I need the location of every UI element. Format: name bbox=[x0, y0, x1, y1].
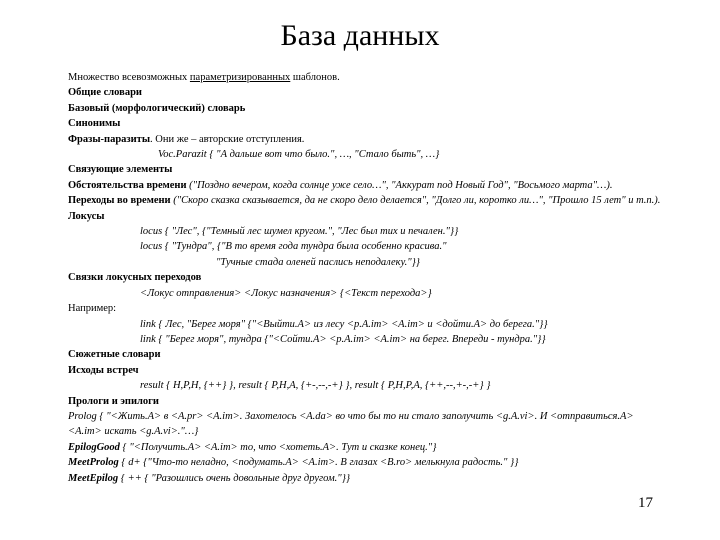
slide-content bbox=[68, 70, 668, 486]
heading-linking-elements: Связующие элементы bbox=[68, 164, 173, 176]
time-transitions-line: Переходы во времени ("Скоро сказка сказывается, да не скоро дело делается", "Долго ли, коротко ли…", "Прошло 15 лет" и т.п.). bbox=[68, 195, 661, 207]
code-locus-forest: locus { "Лес", {"Темный лес шумел кругом.", "Лес был тих и печален."}} bbox=[140, 226, 459, 238]
heading-locus-links: Связки локусных переходов bbox=[68, 272, 202, 284]
code-locus-tundra: locus { "Тундра", {"В то время года тундра была особенно красива." bbox=[140, 241, 447, 253]
code-meet-epilog: MeetEpilog { ++ { "Разошлись очень довольные друг другом."}} bbox=[68, 472, 351, 484]
heading-base-dictionary: Базовый (морфологический) словарь bbox=[68, 102, 246, 114]
heading-plot-dictionaries: Сюжетные словари bbox=[68, 349, 161, 361]
example-label: Например: bbox=[68, 303, 117, 315]
code-link-forest-shore: link { Лес, "Берег моря" {"<Выйти.A> из лесу <p.A.im> <A.im> и <дойти.A> до берега."}} bbox=[140, 318, 548, 330]
heading-general-dictionaries: Общие словари bbox=[68, 87, 142, 99]
intro-line: Множество всевозможных параметризированных шаблонов. bbox=[68, 72, 340, 83]
code-epilog-good: EpilogGood { "<Получить.A> <A.im> то, что <хотеть.A>. Тут и сказке конец."} bbox=[68, 441, 437, 453]
code-locus-tundra-cont: "Тучные стада оленей паслись неподалеку."}} bbox=[216, 256, 421, 268]
heading-meeting-outcomes: Исходы встреч bbox=[68, 364, 139, 376]
code-meet-prolog: MeetProlog { d+ {"Что-то неладно, <подумать.A> <A.im>. В глазах <B.ro> мелькнула радость." }} bbox=[68, 457, 519, 469]
parasite-phrases-line: Фразы-паразиты. Они же – авторские отступления. bbox=[68, 133, 305, 145]
heading-synonyms: Синонимы bbox=[68, 118, 121, 130]
code-link-template: <Локус отправления> <Локус назначения> {<Текст перехода>} bbox=[140, 287, 432, 299]
code-voc-parazit: Voc.Parazit { "А дальше вот что было.", …, "Стало быть", …} bbox=[158, 149, 440, 161]
code-link-shore-tundra: link { "Берег моря", тундра {"<Сойти.A> <p.A.im> <A.im> на берег. Впереди - тундра."}} bbox=[140, 333, 546, 345]
code-results: result { H,P,H, {++} }, result { P,H,A, {+-,--,-+} }, result { P,H,P,A, {++,--,+-,-+} } bbox=[140, 380, 491, 392]
heading-locuses: Локусы bbox=[68, 210, 105, 222]
page-number: 17 bbox=[638, 495, 653, 511]
slide-title: База данных bbox=[280, 19, 440, 52]
heading-prologues-epilogues: Прологи и эпилоги bbox=[68, 395, 159, 407]
time-circumstances-line: Обстоятельства времени ("Поздно вечером, когда солнце уже село…", "Аккурат под Новый Год", "Восьмого марта"…). bbox=[68, 179, 613, 191]
code-prolog: Prolog { "<Жить.A> в <A.pr> <A.im>. Захотелось <A.da> во что бы то ни стало заполучить <g.A.vi>. И <отправиться.A> <A.im> искать <g.A.vi>."…} bbox=[68, 410, 634, 438]
underlined-term: параметризированных bbox=[189, 72, 291, 83]
